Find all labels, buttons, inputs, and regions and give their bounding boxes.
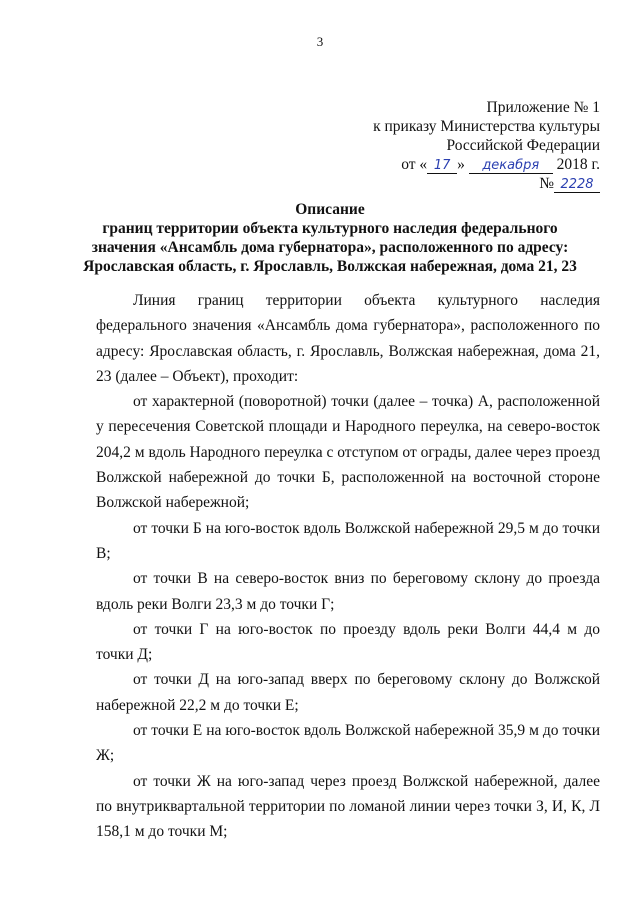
appendix-ministry-line: Российской Федерации <box>446 137 600 154</box>
number-prefix: № <box>539 175 554 192</box>
paragraph-point-d: от точки Д на юго-запад вверх по береговому склону до Волжской набережной 22,2 м до точки Е; <box>96 671 600 714</box>
title-heading: Описание <box>295 201 365 218</box>
date-prefix: от « <box>401 156 428 173</box>
date-year: 2018 г. <box>556 156 600 173</box>
date-mid: » <box>457 156 465 173</box>
appendix-title: Приложение № 1 <box>486 99 600 116</box>
paragraph-point-a: от характерной (поворотной) точки (далее – точка) А, расположенной у пересечения Советской площади и Народного переулка, на северо-восток 204,2 м вдоль Народного переулка с отступом от ограды, далее через проезд Волжской набережной до точки Б, расположенной на восточной стороне Волжской набережной; <box>96 393 600 512</box>
order-number-handwritten: 2228 <box>554 177 600 193</box>
paragraph-point-g: от точки Г на юго-восток по проезду вдоль реки Волги 44,4 м до точки Д; <box>96 620 600 664</box>
paragraph-intro: Линия границ территории объекта культурного наследия федерального значения «Ансамбль дома губернатора», расположенного по адресу: Ярославская область, г. Ярославль, Волжская набережная, дома 21, 23 (далее – Объект), проходит: <box>96 292 600 385</box>
date-month-handwritten: декабря <box>469 158 553 174</box>
paragraph-point-zh: от точки Ж на юго-запад через проезд Волжской набережной, далее по внутриквартальной территории по ломаной линии через точки З, И, К, Л 158,1 м до точки М; <box>96 772 600 841</box>
appendix-header <box>373 98 600 193</box>
paragraph-point-v: от точки В на северо-восток вниз по береговому склону до проезда вдоль реки Волги 23,3 м до точки Г; <box>96 570 600 613</box>
title-line-2: границ территории объекта культурного наследия федерального <box>102 220 558 237</box>
paragraph-point-b: от точки Б на юго-восток вдоль Волжской набережной 29,5 м до точки В; <box>96 519 600 562</box>
title-line-4: Ярославская область, г. Ярославль, Волжская набережная, дома 21, 23 <box>83 258 577 275</box>
document-body <box>96 288 600 845</box>
title-line-3: значения «Ансамбль дома губернатора», расположенного по адресу: <box>91 239 569 256</box>
appendix-order-line: к приказу Министерства культуры <box>373 118 600 135</box>
date-day-handwritten: 17 <box>427 158 457 174</box>
page-number: 3 <box>316 34 324 49</box>
document-title <box>60 200 600 276</box>
appendix-number-line <box>373 174 600 193</box>
appendix-date-line <box>373 155 600 174</box>
paragraph-point-e: от точки Е на юго-восток вдоль Волжской набережной 35,9 м до точки Ж; <box>96 722 600 765</box>
